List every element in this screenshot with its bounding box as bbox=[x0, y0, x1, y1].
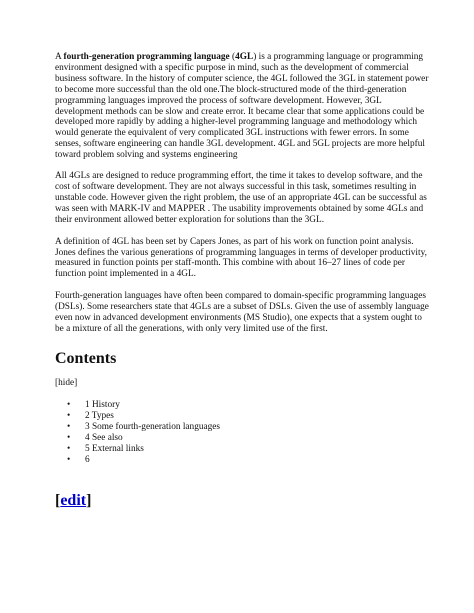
contents-heading: Contents bbox=[55, 349, 117, 367]
toc-item-types[interactable] bbox=[55, 411, 431, 422]
intro-prefix: A bbox=[55, 52, 64, 62]
edit-heading bbox=[55, 491, 431, 510]
intro-open-paren: ( bbox=[229, 52, 236, 62]
toc-item-label: 4 See also bbox=[85, 432, 123, 443]
toc-item-label: 5 External links bbox=[85, 443, 144, 454]
dsl-paragraph: Fourth-generation languages have often been compared to domain-specific programming languages (DSLs). Some researchers state that 4GLs are a subset of DSLs. Given the use of assembly language even now in advanced development environments (MS Studio), one expects that a system ought to be a mixture of all the generations, with only very limited use of the first. bbox=[55, 291, 429, 334]
edit-link[interactable]: edit bbox=[60, 491, 87, 509]
toc-item-external-links[interactable] bbox=[55, 444, 431, 455]
toc-item-label: 1 History bbox=[85, 399, 120, 410]
toc-item-label: 6 bbox=[85, 454, 90, 465]
intro-term: fourth-generation programming language bbox=[63, 52, 230, 62]
toc-item-history[interactable] bbox=[55, 400, 431, 411]
toc-item-languages[interactable] bbox=[55, 422, 431, 433]
toc-item-label: 3 Some fourth-generation languages bbox=[85, 421, 221, 432]
bullet-icon: • bbox=[67, 399, 71, 410]
bullet-icon: • bbox=[67, 454, 71, 465]
hide-toggle[interactable]: [hide] bbox=[55, 377, 78, 388]
bullet-icon: • bbox=[67, 432, 71, 443]
table-of-contents bbox=[55, 400, 431, 466]
toc-item-label: 2 Types bbox=[85, 410, 114, 421]
effort-paragraph: All 4GLs are designed to reduce programming effort, the time it takes to develop software, and the cost of software development. They are not always successful in this task, sometimes resulting in unstable code. However given the right problem, the use of an appropriate 4GL can be successful as was seen with MARK-IV and MAPPER . The usability improvements obtained by some 4GLs and their environment allowed better exploration for solutions than the 3GL. bbox=[55, 171, 427, 225]
edit-close-bracket: ] bbox=[86, 491, 92, 509]
intro-rest: is a programming language or programming environment designed with a specific purpose in mind, such as the development of commercial business software. In the history of computer science, the 4GL followed the 3GL in statement power to become more successful than the old one.The block-structured mode of the third-generation programming languages improved the process of software development. However, 3GL development methods can be slow and create error. It became clear that some applications could be developed more rapidly by adding a higher-level programming language and methodology which would generate the equivalent of very complicated 3GL instructions with fewer errors. In some senses, software engineering can handle 3GL development. 4GL and 5GL projects are more helpful toward problem solving and systems engineering bbox=[55, 52, 429, 161]
document-page bbox=[55, 52, 431, 510]
bullet-icon: • bbox=[67, 421, 71, 432]
toc-item-see-also[interactable] bbox=[55, 433, 431, 444]
intro-paragraph bbox=[55, 52, 431, 161]
toc-item-6[interactable] bbox=[55, 455, 431, 466]
intro-abbr: 4GL bbox=[235, 52, 254, 62]
edit-open-bracket: [ bbox=[55, 491, 61, 509]
bullet-icon: • bbox=[67, 410, 71, 421]
intro-close-paren: ) bbox=[253, 52, 257, 62]
definition-paragraph: A definition of 4GL has been set by Capers Jones, as part of his work on function point analysis. Jones defines the various generations of programming languages in terms of developer productivity, measured in function points per staff-month. This combine with about 16–27 lines of code per function point implemented in a 4GL. bbox=[55, 236, 427, 280]
bullet-icon: • bbox=[67, 443, 71, 454]
